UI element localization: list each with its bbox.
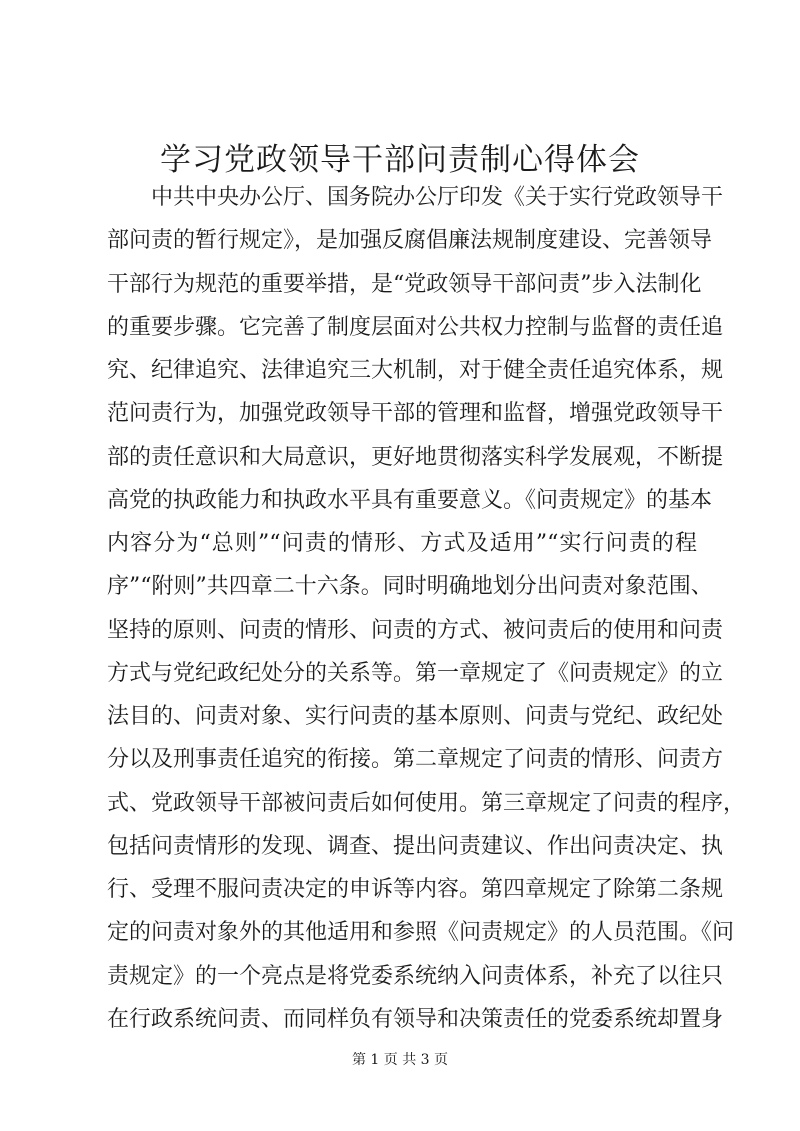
body-line: 分以及刑事责任追究的衔接。第二章规定了问责的情形、问责方 xyxy=(107,747,724,773)
body-line: 定的问责对象外的其他适用和参照《问责规定》的人员范围。《问 xyxy=(107,920,735,946)
body-line: 行、受理不服问责决定的申诉等内容。第四章规定了除第二条规 xyxy=(107,877,724,902)
body-line: 中共中央办公厅、国务院办公厅印发《关于实行党政领导干 xyxy=(151,185,724,210)
body-line: 内容分为“总则”“问责的情形、方式及适用”“实行问责的程 xyxy=(107,531,697,556)
page-footer: 第 1 页 共 3 页 xyxy=(351,1052,449,1068)
body-line: 序”“附则”共四章二十六条。同时明确地划分出问责对象范围、 xyxy=(107,574,713,600)
body-line: 法目的、问责对象、实行问责的基本原则、问责与党纪、政纪处 xyxy=(107,704,724,729)
body-line: 坚持的原则、问责的情形、问责的方式、被问责后的使用和问责 xyxy=(107,617,724,643)
body-line: 范问责行为，加强党政领导干部的管理和监督，增强党政领导干 xyxy=(107,401,724,427)
body-line: 干部行为规范的重要举措，是“党政领导干部问责”步入法制化 xyxy=(107,271,702,297)
body-line: 部问责的暂行规定》，是加强反腐倡廉法规制度建设、完善领导 xyxy=(107,228,713,254)
document-title: 学习党政领导干部问责制心得体会 xyxy=(160,142,640,178)
body-line: 方式与党纪政纪处分的关系等。第一章规定了《问责规定》的立 xyxy=(107,660,724,686)
body-line: 高党的执政能力和执政水平具有重要意义。《问责规定》的基本 xyxy=(107,487,713,513)
document-body xyxy=(107,176,746,1041)
body-line: 式、党政领导干部被问责后如何使用。第三章规定了问责的程序， xyxy=(107,790,746,816)
body-line: 究、纪律追究、法律追究三大机制，对于健全责任追究体系，规 xyxy=(107,358,724,383)
body-line: 在行政系统问责、而同样负有领导和决策责任的党委系统却置身 xyxy=(107,1006,724,1032)
body-line: 责规定》的一个亮点是将党委系统纳入问责体系，补充了以往只 xyxy=(107,963,724,989)
body-line: 包括问责情形的发现、调查、提出问责建议、作出问责决定、执 xyxy=(107,833,724,859)
body-line: 部的责任意识和大局意识，更好地贯彻落实科学发展观，不断提 xyxy=(107,444,724,470)
body-line: 的重要步骤。它完善了制度层面对公共权力控制与监督的责任追 xyxy=(107,314,724,340)
